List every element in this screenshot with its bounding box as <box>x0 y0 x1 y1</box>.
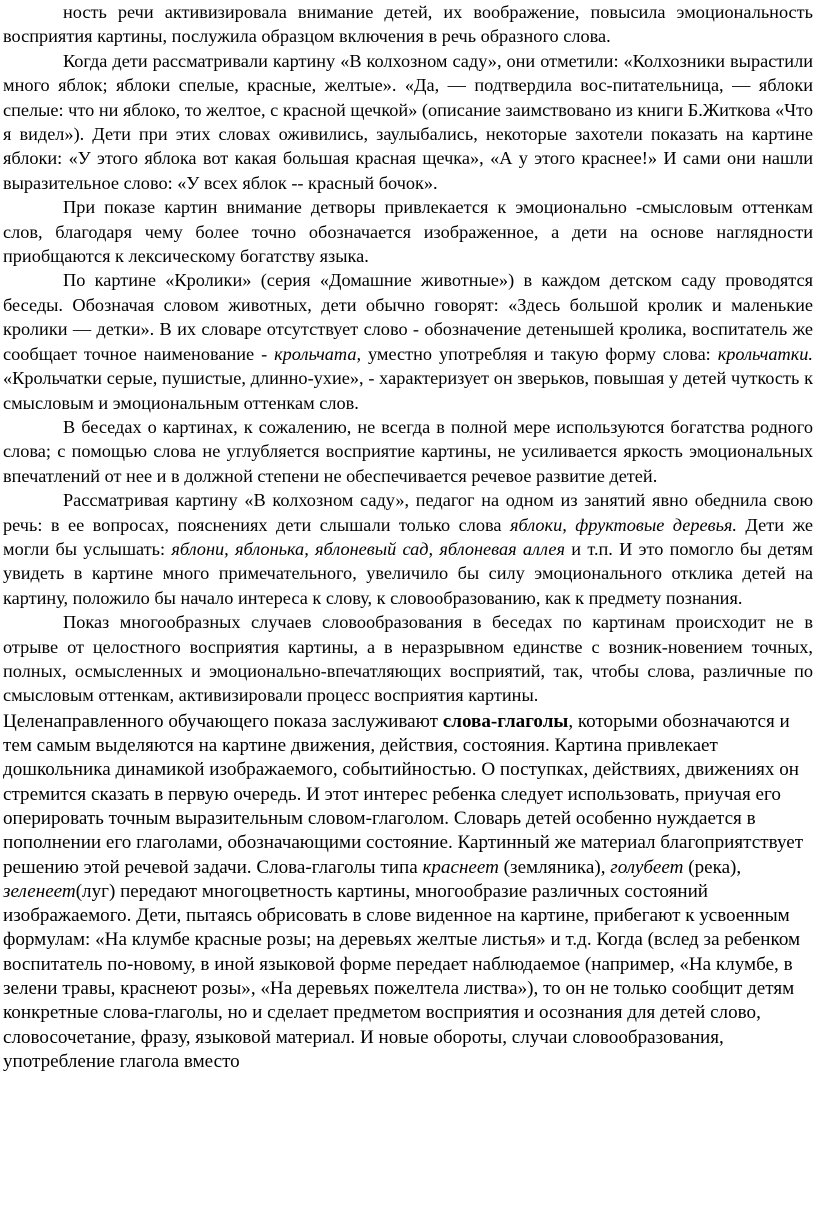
text-run: (река), <box>683 856 742 878</box>
italic-term: краснеет <box>422 856 499 878</box>
paragraph <box>3 710 813 1074</box>
text-block-verbs <box>3 710 813 1074</box>
text-run: Рассматривая картину «В колхозном саду», педагог на одном из занятий явно обеднила свою речь: в ее вопросах, пояснениях дети слышали только слова <box>3 490 813 535</box>
text-run: , которыми обозначаются и тем самым выделяются на картине движения, действия, состояния. Картина привлекает дошкольника динамикой изображаемого, событийностью. О поступках, действиях, движениях он стремится сказать в первую очередь. И этот интерес ребенка следует использовать, приучая его оперировать точным выразительным словом-глаголом. Словарь детей особенно нуждается в пополнении его глаголами, обозначающими состояние. Картинный же материал благоприятствует решению этой речевой задачи. Слова-глаголы типа <box>3 710 804 878</box>
text-run: По картине «Кролики» (серия «Домашние животные») в каждом детском саду проводятся беседы. Обозначая словом животных, дети обычно говорят: «Здесь большой кролик и маленькие кролики — детки». В их словаре отсутствует слово - обозначение детенышей кролика, воспитатель же сообщает точное наименование - <box>3 270 813 364</box>
paragraph <box>3 415 813 488</box>
text-run: (земляника), <box>498 856 611 878</box>
text-block-main <box>3 0 813 708</box>
italic-term: яблони, яблонька, яблоневый сад, яблоневая аллея <box>171 538 566 559</box>
bold-term: слова-глаголы <box>442 710 569 732</box>
italic-term: яблоки, фруктовые деревья. <box>509 514 737 535</box>
text-run: (луг) передают многоцветность картины, многообразие различных состояний изображаемого. Дети, пытаясь обрисовать в слове виденное на картине, прибегают к усвоенным формулам: «На клумбе красные розы; на деревьях желтые листья» и т.д. Когда (вслед за ребенком воспитатель по-новому, в иной языковой форме передает наблюдаемое (например, «На клумбе, в зелени травы, краснеют розы», «На деревьях пожелтела листва»), то он не только сообщит детям конкретные слова-глаголы, но и сделает предметом восприятия и осознания для детей слово, словосочетание, фразу, языковой материал. И новые обороты, случаи словообразования, употребление глагола вместо <box>3 880 801 1072</box>
paragraph <box>3 268 813 414</box>
italic-term: голубеет <box>610 856 684 878</box>
text-run: Когда дети рассматривали картину «В колхозном саду», они отметили: «Колхозники вырастили много яблок; яблоки спелые, красные, желтые». «Да, — подтвердила вос-питательница, — яблоки спелые: что ни яблоко, то желтое, с красной щечкой» (описание заимствовано из книги Б.Житкова «Что я видел»). Дети при этих словах оживились, заулыбались, некоторые захотели показать на картине яблоки: «У этого яблока вот какая большая красная щечка», «А у этого краснее!» И сами они нашли выразительное слово: «У всех яблок -- красный бочок». <box>3 50 814 193</box>
paragraph <box>3 195 813 268</box>
text-run: «Крольчатки серые, пушистые, длинно-ухие», - характеризует он зверьков, повышая у детей чуткость к смысловым и эмоциональным оттенкам слов. <box>3 368 813 413</box>
italic-term: крольчата, <box>274 343 362 364</box>
paragraph <box>3 49 813 195</box>
paragraph <box>3 610 813 708</box>
text-run: и т.п. И это помогло бы детям увидеть в картине много примечательного, увеличило бы силу эмоционального отклика детей на картину, положило бы начало интереса к слову, к словообразованию, как к предмету познания. <box>3 538 814 608</box>
text-run: ность речи активизировала внимание детей, их воображение, повысила эмоциональность восприятия картины, послужила образцом включения в речь образного слова. <box>3 2 813 47</box>
text-run: В беседах о картинах, к сожалению, не всегда в полной мере используются богатства родного слова; с помощью слова не углубляется восприятие картины, не усиливается яркость эмоциональных впечатлений от нее и в должной степени не обеспечивается речевое развитие детей. <box>3 416 813 486</box>
text-run: уместно употребляя и такую форму слова: <box>361 343 718 364</box>
text-run: Дети же могли бы услышать: <box>3 514 813 559</box>
paragraph <box>3 0 813 49</box>
text-run: Показ многообразных случаев словообразования в беседах по картинам происходит не в отрыве от целостного восприятия картины, а в неразрывном единстве с возник-новением точных, полных, осмысленных и эмоционально-впечатляющих восприятий, так, чтобы слова, различные по смысловым оттенкам, активизировали процесс восприятия картины. <box>3 612 813 706</box>
italic-term: крольчатки. <box>717 343 813 364</box>
text-run: При показе картин внимание детворы привлекается к эмоционально -смысловым оттенкам слов, благодаря чему более точно обозначается изображенное, а дети на основе наглядности приобщаются к лексическому богатству языка. <box>3 197 813 267</box>
text-run: Целенаправленного обучающего показа заслуживают <box>3 710 443 732</box>
paragraph <box>3 488 813 610</box>
italic-term: зеленеет <box>3 880 76 902</box>
